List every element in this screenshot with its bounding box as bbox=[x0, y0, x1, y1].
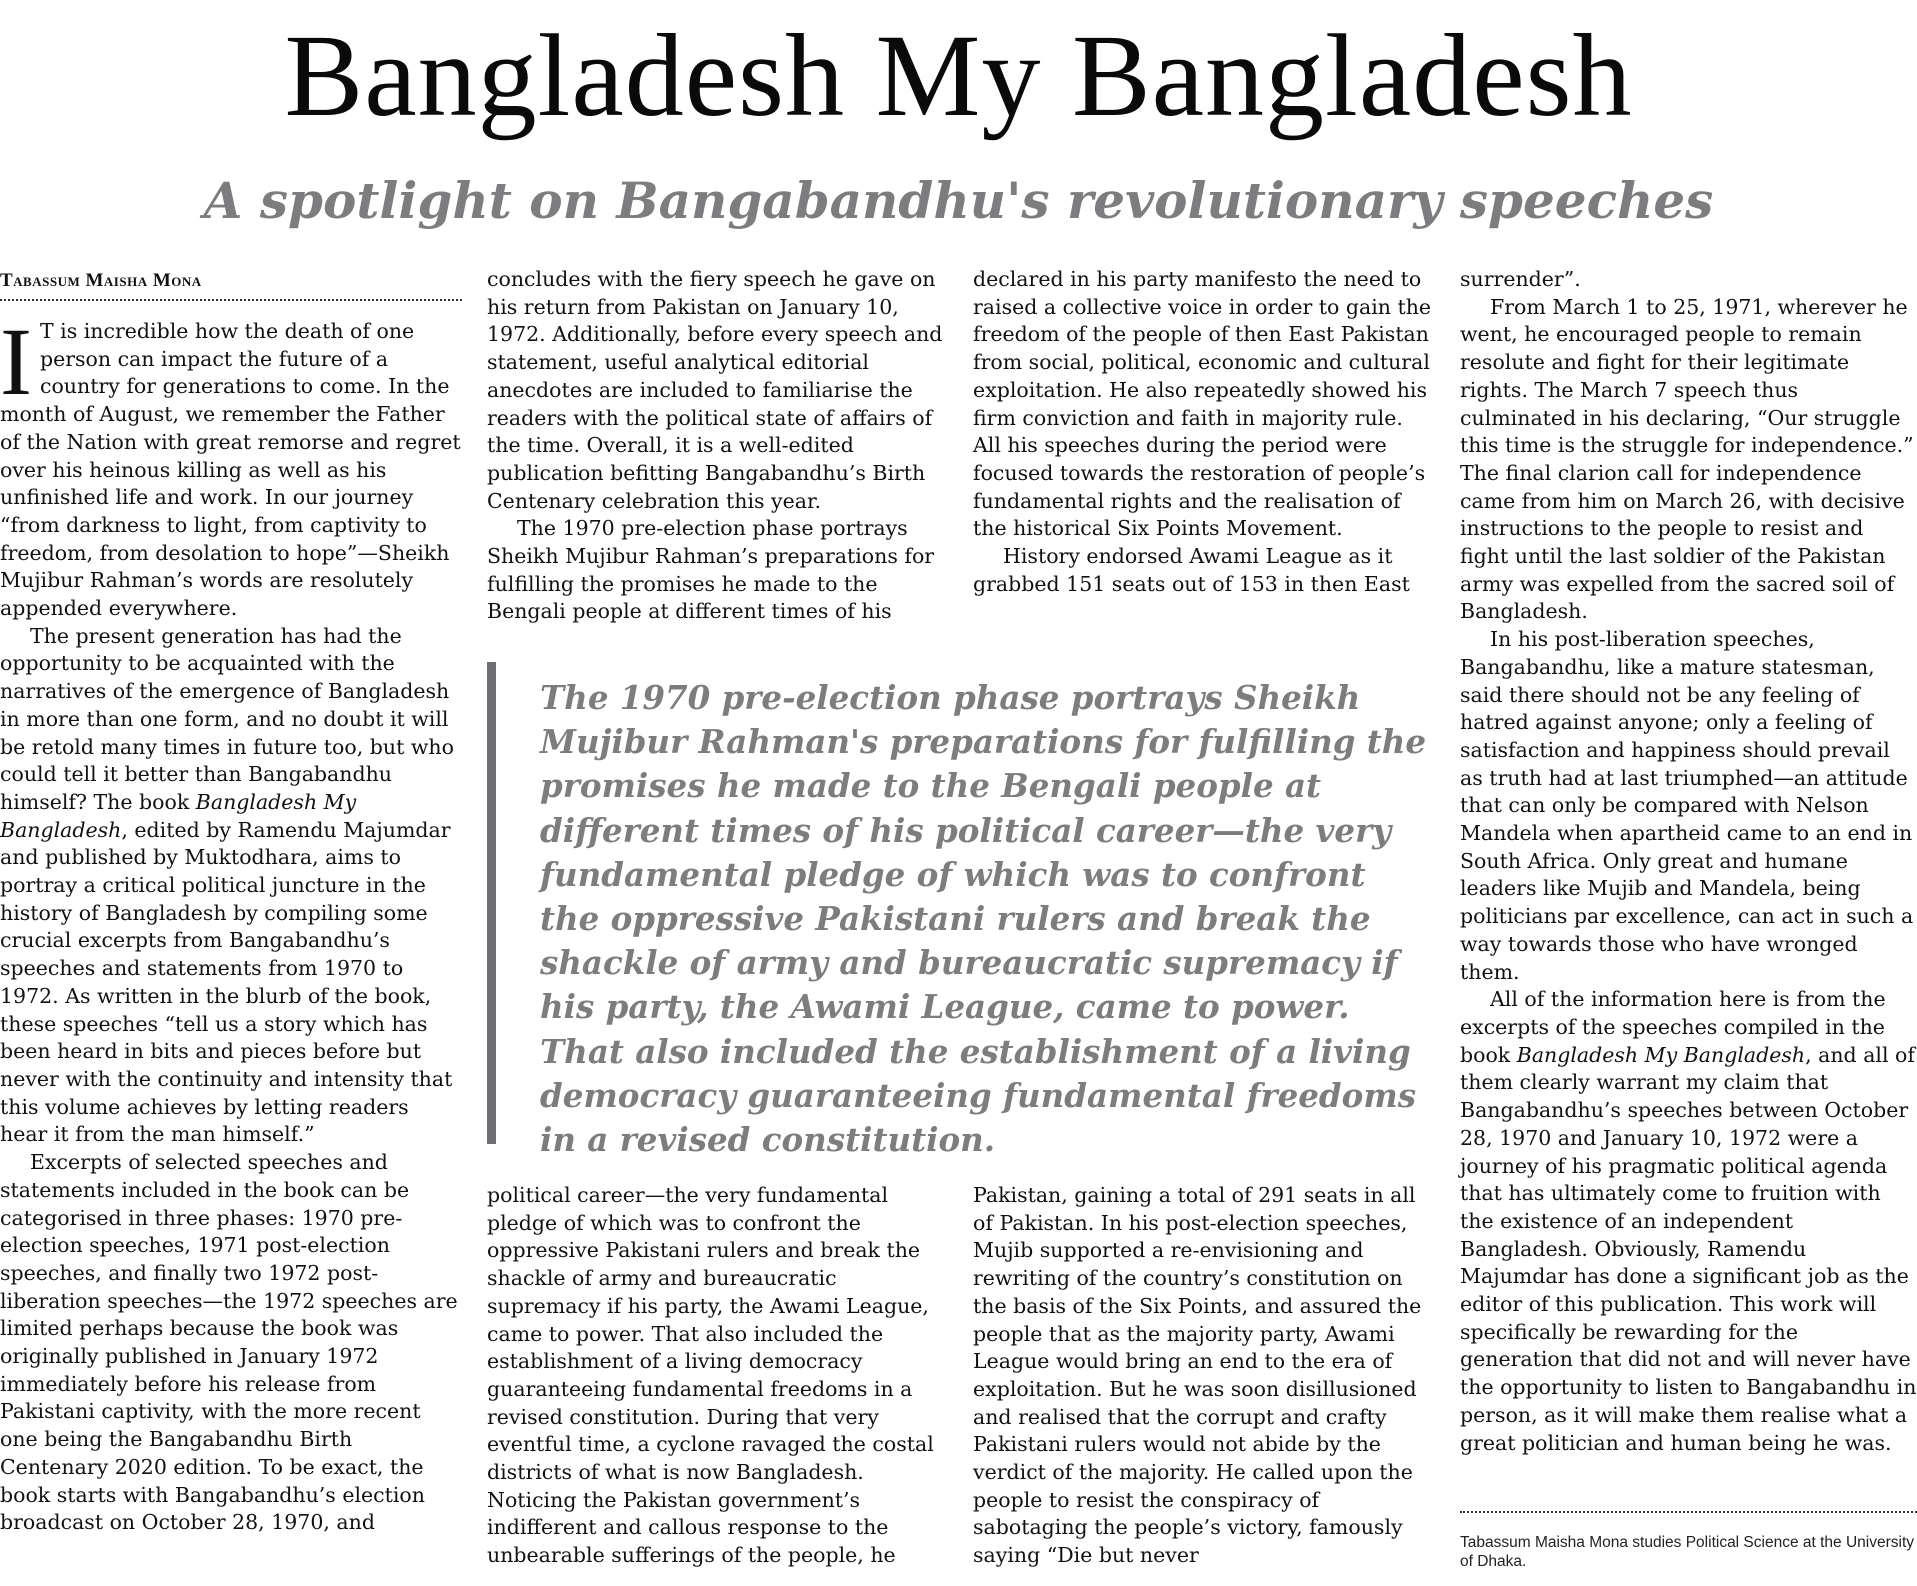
paragraph: surrender”. bbox=[1460, 267, 1581, 291]
paragraph: The 1970 pre-election phase portrays Sheikh Mujibur Rahman’s preparations for fulfilling the promises he made to the Bengali people at different times of his bbox=[487, 516, 935, 624]
paragraph: political career—the very fundamental pledge of which was to confront the oppressive Pakistani rulers and break the shackle of army and bureaucratic supremacy if his party, the Awami League, came to power. That also included the establishment of a living democracy guaranteeing fundamental freedoms in a revised constitution. During that very eventful time, a cyclone ravaged the costal districts of what is now Bangladesh. Noticing the Pakistan government’s indifferent and callous response to the unbearable sufferings of the people, he bbox=[487, 1183, 934, 1568]
column-2-bottom bbox=[487, 1182, 949, 1570]
paragraph: Excerpts of selected speeches and statements included in the book can be categorised in three phases: 1970 pre-election speeches, 1971 post-election speeches, and finally two 1972 post-liberation speeches—the 1972 speeches are limited perhaps because the book was originally published in January 1972 immediately before his release from Pakistani captivity, with the more recent one being the Bangabandhu Birth Centenary 2020 edition. To be exact, the book starts with Bangabandhu’s election broadcast on October 28, 1970, and bbox=[0, 1150, 458, 1535]
column-4 bbox=[1460, 266, 1917, 1457]
paragraph: declared in his party manifesto the need to raised a collective voice in order to gain the freedom of the people of then East Pakistan from social, political, economic and cultural exploitation. He also repeatedly showed his firm conviction and faith in majority rule. All his speeches during the period were focused towards the restoration of people’s fundamental rights and the realisation of the historical Six Points Movement. bbox=[973, 267, 1432, 541]
paragraph bbox=[1460, 986, 1917, 1457]
column-3-bottom bbox=[973, 1182, 1435, 1570]
book-title: Bangladesh My Bangladesh bbox=[1516, 1042, 1806, 1067]
divider bbox=[1460, 1511, 1917, 1513]
headline: Bangladesh My Bangladesh bbox=[284, 10, 1633, 141]
pull-quote-text: The 1970 pre-election phase portrays Sheikh Mujibur Rahman's preparations for fulfilling the promises he made to the Bengali people at different times of his political career—the very fundamental pledge of which was to confront the oppressive Pakistani rulers and break the shackle of army and bureaucratic supremacy if his party, the Awami League, came to power. That also included the establishment of a living democracy guaranteeing fundamental freedoms in a revised constitution. bbox=[540, 678, 1427, 1160]
paragraph-text: , edited by Ramendu Majumdar and published by Muktodhara, aims to portray a critical political juncture in the history of Bangladesh by compiling some crucial excerpts from Bangabandhu’s speeches and statements from 1970 to 1972. As written in the blurb of the book, these speeches “tell us a story which has been heard in bits and pieces before but never with the continuity and intensity that this volume achieves by letting readers hear it from the man himself.” bbox=[0, 817, 453, 1147]
paragraph-text: , and all of them clearly warrant my claim that Bangabandhu’s speeches between October 28, 1970 and January 10, 1972 were a journey of his pragmatic political agenda that has ultimately come to fruition with the existence of an independent Bangladesh. Obviously, Ramendu Majumdar has done a significant job as the editor of this publication. This work will specifically be rewarding for the generation that did not and will never have the opportunity to listen to Bangabandhu in person, as it will make them realise what a great politician and human being he was. bbox=[1460, 1042, 1917, 1455]
paragraph-opening bbox=[0, 308, 462, 623]
paragraph-text: The present generation has had the opportunity to be acquainted with the narratives of the emergence of Bangladesh in more than one form, and no doubt it will be retold many times in future too, but who could tell it better than Bangabandhu himself? The book bbox=[0, 623, 454, 814]
column-3-top bbox=[973, 266, 1435, 598]
author-bio-text: Tabassum Maisha Mona studies Political Science at the University of Dhaka. bbox=[1460, 1534, 1915, 1570]
paragraph bbox=[0, 623, 462, 1149]
paragraph: From March 1 to 25, 1971, wherever he went, he encouraged people to remain resolute and fight for their legitimate rights. The March 7 speech thus culminated in his declaring, “Our struggle this time is the struggle for independence.” The final clarion call for independence came from him on March 26, with decisive instructions to the people to resist and fight until the last soldier of the Pakistan army was expelled from the sacred soil of Bangladesh. bbox=[1460, 294, 1914, 624]
paragraph-text: All of the information here is from the excerpts of the speeches compiled in the book bbox=[1460, 987, 1886, 1067]
byline: Tabassum Maisha Mona bbox=[0, 270, 462, 301]
author-bio bbox=[1460, 1533, 1917, 1571]
paragraph: concludes with the fiery speech he gave on his return from Pakistan on January 10, 1972. Additionally, before every speech and statement, useful analytical editorial anecdotes are included to familiarise the readers with the political state of affairs of the time. Overall, it is a well-edited publication befitting Bangabandhu’s Birth Centenary celebration this year. bbox=[487, 267, 943, 513]
book-title: Bangladesh My Bangladesh bbox=[0, 789, 357, 842]
paragraph: History endorsed Awami League as it grabbed 151 seats out of 153 in then East bbox=[973, 544, 1410, 596]
column-1 bbox=[0, 308, 462, 1537]
paragraph: In his post-liberation speeches, Bangabandhu, like a mature statesman, said there should not be any feeling of hatred against anyone; only a feeling of satisfaction and happiness should prevail as truth had at last triumphed—an attitude that can only be compared with Nelson Mandela when apartheid came to an end in South Africa. Only great and humane leaders like Mujib and Mandela, being politicians par excellence, can act in such a way towards those who have wronged them. bbox=[1460, 627, 1914, 984]
subheadline: A spotlight on Bangabandhu's revolutionary speeches bbox=[203, 171, 1714, 230]
column-2-top bbox=[487, 266, 949, 626]
drop-cap: I bbox=[0, 308, 32, 415]
paragraph-text: T is incredible how the death of one person can impact the future of a country for generations to come. In the month of August, we remember the Father of the Nation with great remorse and regret over his heinous killing as well as his unfinished life and work. In our journey “from darkness to light, from captivity to freedom, from desolation to hope”—Sheikh Mujibur Rahman’s words are resolutely appended everywhere. bbox=[0, 319, 461, 621]
paragraph: Pakistan, gaining a total of 291 seats in all of Pakistan. In his post-election speeches, Mujib supported a re-envisioning and rewriting of the country’s constitution on the basis of the Six Points, and assured the people that as the majority party, Awami League would bring an end to the era of exploitation. But he was soon disillusioned and realised that the corrupt and crafty Pakistani rulers would not abide by the verdict of the majority. He called upon the people to resist the conspiracy of sabotaging the people’s victory, famously saying “Die but never bbox=[973, 1183, 1422, 1568]
pull-quote bbox=[487, 662, 1427, 1160]
